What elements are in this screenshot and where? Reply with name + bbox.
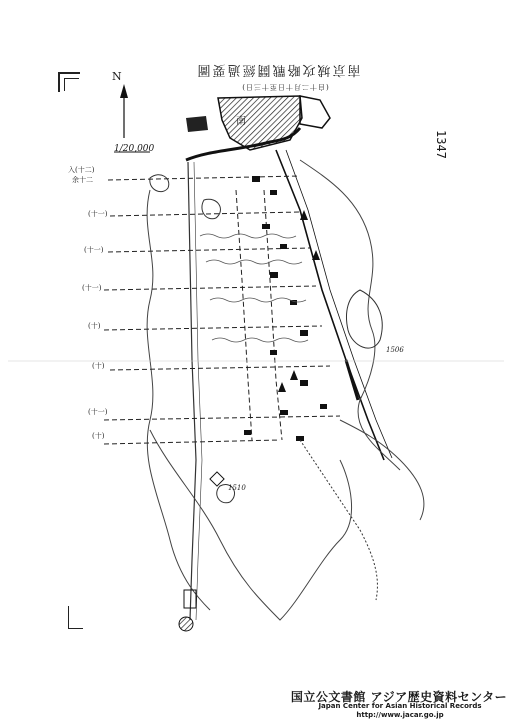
map-label-left-2: (十一) — [88, 210, 108, 218]
map-label-left-6: (十) — [92, 362, 105, 370]
city-wall-edge — [300, 96, 330, 128]
archive-logo-text: 国立公文書館 アジア歴史資料センター — [290, 690, 508, 704]
scale-label: 1/20,000 — [114, 144, 155, 154]
map-label-south: 南 — [236, 116, 246, 127]
map-title: 南京城攻略戰鬪經過要圖 — [195, 62, 361, 77]
north-arrow-head — [120, 84, 128, 98]
bridge-marker — [179, 617, 193, 631]
road-south-2 — [194, 162, 202, 620]
road-south — [188, 162, 196, 620]
lake — [347, 290, 383, 348]
map-label-elevation-1510: 1510 — [228, 484, 246, 492]
map-label-left-3: (十一) — [84, 246, 104, 254]
position-box-south — [210, 472, 224, 486]
troop-markers — [244, 176, 327, 441]
archive-url: http://www.jacar.go.jp — [356, 711, 444, 719]
map-label-left-5: (十) — [88, 322, 101, 330]
north-label: N — [112, 70, 122, 83]
map-label-left-7: (十一) — [88, 408, 108, 416]
map-subtitle: (自十二月十日至十三日) — [241, 83, 329, 91]
map-label-left-4: (十一) — [82, 284, 102, 292]
archive-english-name: Japan Center for Asian Historical Records — [318, 702, 482, 710]
road-southeast — [300, 440, 377, 600]
west-gate — [186, 116, 208, 132]
hill-small-2 — [202, 199, 221, 218]
hill-small-1 — [150, 175, 169, 192]
map-label-elevation-1506: 1506 — [386, 346, 404, 354]
terrain-outline-south — [150, 430, 352, 620]
terrain-outline-east — [300, 160, 400, 470]
city-wall-area — [218, 96, 302, 150]
map-label-left-1b: 余十二 — [72, 176, 93, 184]
map-label-left-1a: 入(十二) — [68, 166, 95, 174]
map-label-left-8: (十) — [92, 432, 105, 440]
terrain-outline-west — [147, 190, 210, 610]
page-number: 1347 — [434, 130, 448, 159]
